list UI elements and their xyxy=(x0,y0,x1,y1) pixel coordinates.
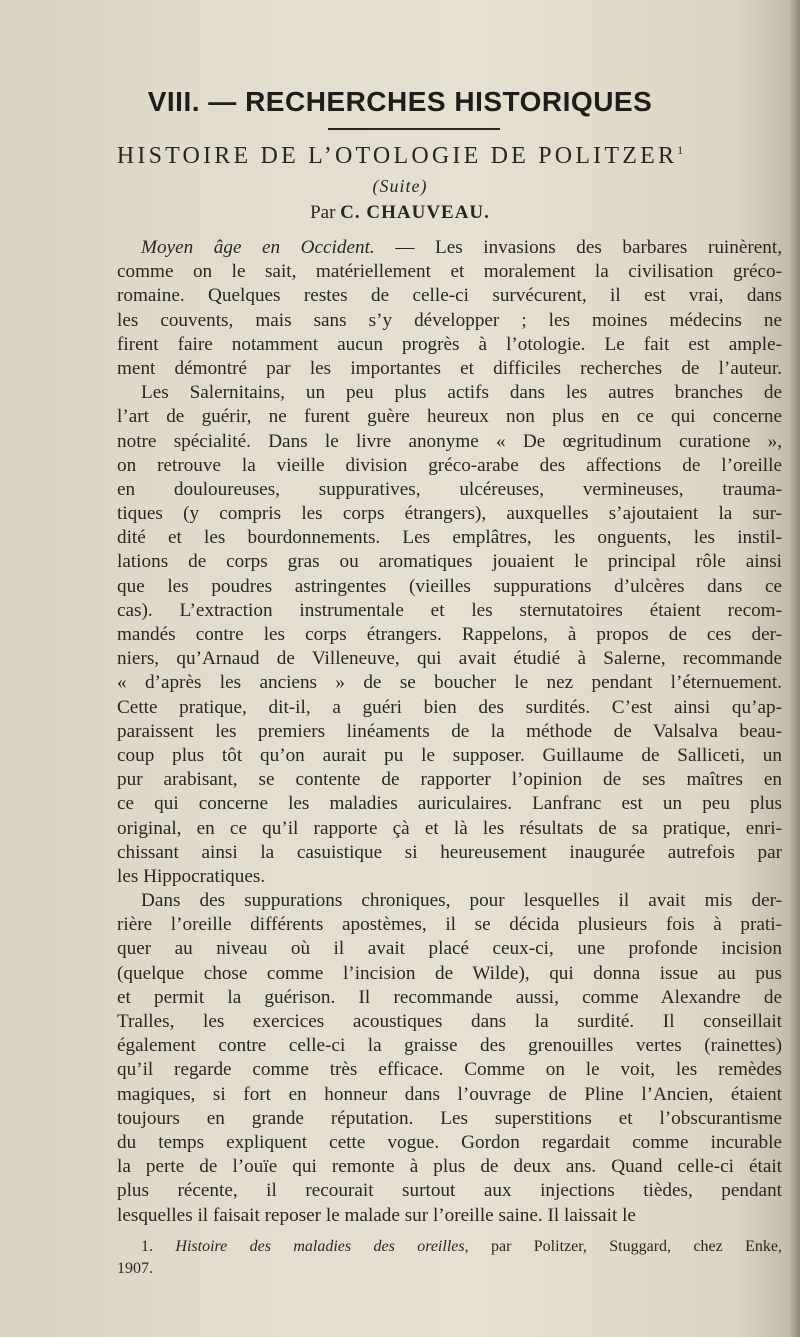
line-text: — Les invasions des barbares ruinèrent, xyxy=(374,237,782,258)
text-line xyxy=(117,260,782,284)
text-line xyxy=(117,526,782,550)
footnote-ref: 1 xyxy=(677,143,684,157)
text-line xyxy=(117,889,782,913)
text-line xyxy=(117,913,782,937)
text-line xyxy=(117,817,782,841)
title-rule xyxy=(328,128,500,130)
article-title-text: HISTOIRE DE L’OTOLOGIE DE POLITZER xyxy=(116,143,678,169)
article-title xyxy=(0,143,800,170)
line-text: romaine. Quelques restes de celle-ci survécurent, il est vrai, dans xyxy=(117,285,782,307)
text-line xyxy=(117,1155,782,1179)
text-line xyxy=(117,841,782,865)
text-line xyxy=(117,768,782,792)
text-line xyxy=(117,696,782,720)
line-text: l’art de guérir, ne furent guère heureux non plus en ce qui concerne xyxy=(117,406,782,428)
line-text: (quelque chose comme l’incision de Wilde), qui donna issue au pus xyxy=(117,962,782,984)
line-text: pur arabisant, se contente de rapporter l’opinion de ses maîtres en xyxy=(117,769,782,791)
line-text: cas). L’extraction instrumentale et les sternutatoires étaient recom- xyxy=(117,599,782,621)
text-line xyxy=(117,550,782,574)
footnote-rest: , par Politzer, Stuggard, chez Enke, xyxy=(464,1238,782,1255)
text-line xyxy=(117,744,782,768)
body-text xyxy=(117,236,782,1228)
line-text: Cette pratique, dit-il, a guéri bien des surdités. C’est ainsi qu’ap- xyxy=(117,696,782,718)
line-text: tiques (y compris les corps étrangers), auxquelles s’ajoutaient la sur- xyxy=(117,503,782,525)
text-line xyxy=(117,381,782,405)
line-text: coup plus tôt qu’on aurait pu le supposer. Guillaume de Salliceti, un xyxy=(117,744,782,766)
line-text: Dans des suppurations chroniques, pour lesquelles il avait mis der- xyxy=(141,890,782,912)
text-line xyxy=(117,1058,782,1082)
footnote-line xyxy=(117,1236,782,1258)
line-text: plus récente, il recourait surtout aux injections tièdes, pendant xyxy=(117,1180,782,1202)
line-text: les couvents, mais sans s’y développer ; les moines médecins ne xyxy=(117,309,782,331)
text-line xyxy=(117,671,782,695)
byline-author: C. CHAUVEAU. xyxy=(340,202,490,223)
line-text: « d’après les anciens » de se boucher le nez pendant l’éternuement. xyxy=(117,672,782,694)
line-text: la perte de l’ouïe qui remonte à plus de deux ans. Quand celle-ci était xyxy=(117,1156,782,1178)
line-text: et permit la guérison. Il recommande aussi, comme Alexandre de xyxy=(117,986,782,1008)
text-line xyxy=(117,405,782,429)
text-line xyxy=(117,647,782,671)
line-text: comme on le sait, matériellement et moralement la civilisation gréco- xyxy=(117,261,782,283)
text-line xyxy=(117,575,782,599)
text-line xyxy=(117,792,782,816)
line-text: lesquelles il faisait reposer le malade sur l’oreille saine. Il laissait le xyxy=(117,1204,636,1226)
byline-prefix: Par xyxy=(310,202,336,223)
line-text: les Hippocratiques. xyxy=(117,865,266,887)
line-text: du temps expliquent cette vogue. Gordon regardait comme incurable xyxy=(117,1131,782,1153)
line-text: Les Salernitains, un peu plus actifs dans les autres branches de xyxy=(141,382,782,404)
footnote-line: 1907. xyxy=(117,1260,153,1277)
line-text: niers, qu’Arnaud de Villeneuve, qui avait étudié à Salerne, recommande xyxy=(117,648,782,670)
line-text: on retrouve la vieille division gréco-arabe des affections de l’oreille xyxy=(117,454,782,476)
subtitle: (Suite) xyxy=(372,176,428,196)
line-text: lations de corps gras ou aromatiques jouaient le principal rôle ainsi xyxy=(117,551,782,573)
text-line xyxy=(117,309,782,333)
paragraph-lead: Moyen âge en Occident. xyxy=(141,237,375,258)
section-title: VIII. — RECHERCHES HISTORIQUES xyxy=(147,86,653,117)
line-text: rière l’oreille différents apostèmes, il se décida plusieurs fois à prati- xyxy=(117,914,782,936)
line-text: original, en ce qu’il rapporte çà et là les résultats de sa pratique, enri- xyxy=(117,817,782,839)
text-line xyxy=(117,284,782,308)
line-text: quer au niveau où il avait placé ceux-ci, une profonde incision xyxy=(117,938,782,960)
text-line xyxy=(117,454,782,478)
text-line xyxy=(117,937,782,961)
text-line xyxy=(117,1179,782,1203)
text-line xyxy=(117,1131,782,1155)
line-text: dité et les bourdonnements. Les emplâtres, les onguents, les instil- xyxy=(117,527,782,549)
line-text: également contre celle-ci la graisse des grenouilles vertes (rainettes) xyxy=(117,1035,782,1057)
text-line xyxy=(117,333,782,357)
line-text: notre spécialité. Dans le livre anonyme « De œgritudinum curatione », xyxy=(117,430,782,452)
line-text: magiques, si fort en honneur dans l’ouvrage de Pline l’Ancien, étaient xyxy=(117,1083,782,1105)
footnote-title: Histoire des maladies des oreilles xyxy=(175,1238,465,1255)
text-line xyxy=(117,357,782,381)
byline xyxy=(0,202,800,224)
text-line xyxy=(117,986,782,1010)
line-text: mandés contre les corps étrangers. Rappelons, à propos de ces der- xyxy=(117,624,782,645)
text-line xyxy=(117,599,782,623)
text-line xyxy=(117,623,782,647)
text-line xyxy=(117,865,782,889)
line-text: ce qui concerne les maladies auriculaires. Lanfranc est un peu plus xyxy=(117,793,782,815)
footnote xyxy=(117,1236,782,1280)
text-line xyxy=(117,478,782,502)
text-line xyxy=(117,720,782,744)
line-text: en douloureuses, suppuratives, ulcéreuses, vermineuses, trauma- xyxy=(117,478,782,500)
text-line xyxy=(117,430,782,454)
text-line xyxy=(117,962,782,986)
line-text: ment démontré par les importantes et difficiles recherches de l’auteur. xyxy=(117,357,782,379)
text-line xyxy=(117,502,782,526)
text-line xyxy=(117,1107,782,1131)
footnote-number: 1. xyxy=(141,1238,153,1255)
line-text: qu’il regarde comme très efficace. Comme on le voit, les remèdes xyxy=(117,1059,782,1081)
text-line xyxy=(117,236,782,260)
text-line xyxy=(117,1010,782,1034)
line-text: chissant ainsi la casuistique si heureusement inaugurée autrefois par xyxy=(117,841,782,863)
text-line xyxy=(117,1034,782,1058)
page-edge-shadow xyxy=(790,0,800,1337)
text-line xyxy=(117,1204,782,1228)
line-text: paraissent les premiers linéaments de la méthode de Valsalva beau- xyxy=(117,720,782,742)
line-text: Tralles, les exercices acoustiques dans la surdité. Il conseillait xyxy=(117,1011,782,1032)
text-line xyxy=(117,1083,782,1107)
line-text: toujours en grande réputation. Les superstitions et l’obscurantisme xyxy=(117,1107,782,1129)
line-text: firent faire notamment aucun progrès à l’otologie. Le fait est ample- xyxy=(117,333,782,355)
line-text: que les poudres astringentes (vieilles suppurations d’ulcères dans ce xyxy=(117,575,782,597)
